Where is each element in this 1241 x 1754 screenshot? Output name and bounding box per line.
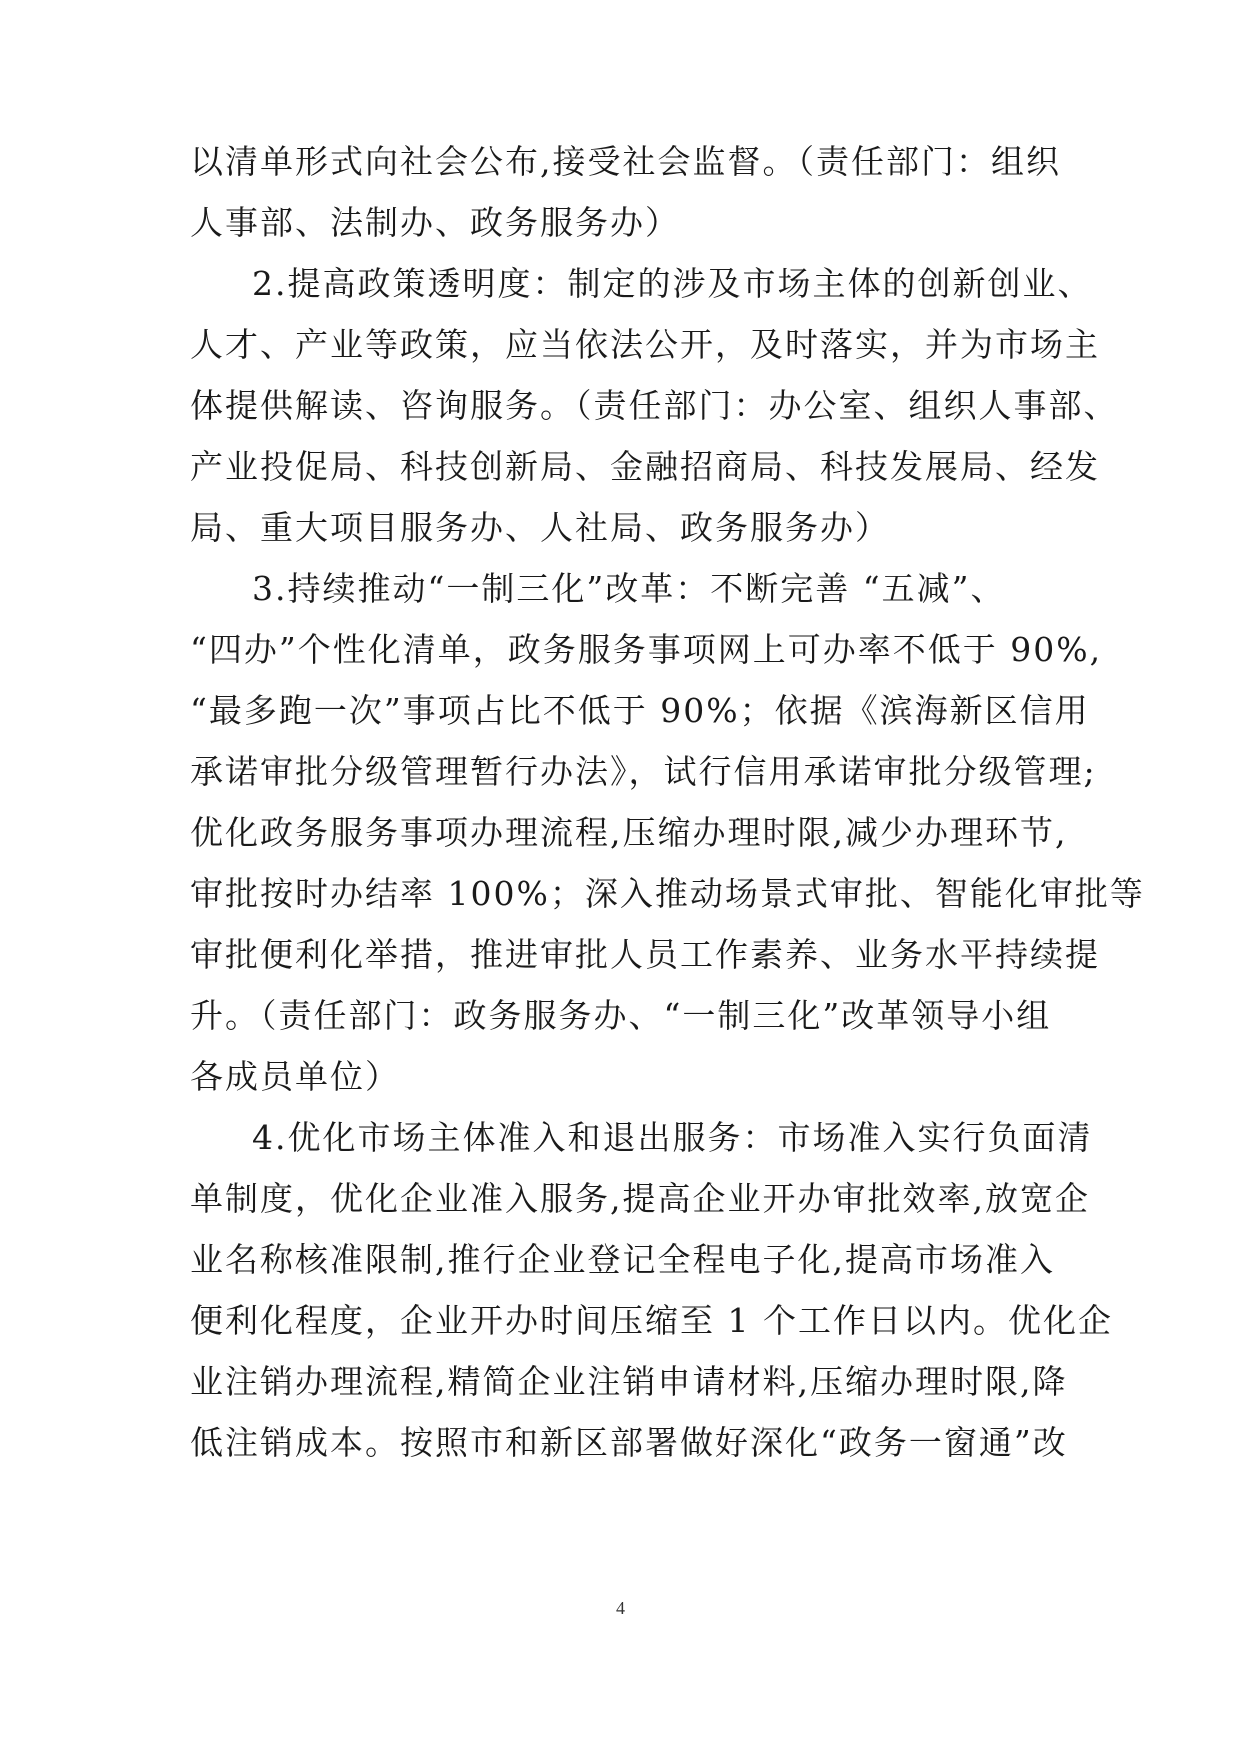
- text-line: 低注销成本。按照市和新区部署做好深化“政务一窗通”改: [190, 1423, 1068, 1462]
- paragraph-2-start: 2.提高政策透明度：制定的涉及市场主体的创新创业、: [252, 264, 1093, 303]
- paragraph-4-start: 4.优化市场主体准入和退出服务：市场准入实行负面清: [252, 1118, 1093, 1157]
- text-line: 人事部、法制办、政务服务办）: [190, 203, 680, 242]
- text-line: “四办”个性化清单，政务服务事项网上可办率不低于 90%,: [190, 630, 1103, 669]
- text-line: 业名称核准限制,推行企业登记全程电子化,提高市场准入: [190, 1240, 1055, 1279]
- page-number: 4: [616, 1598, 625, 1618]
- text-line: 以清单形式向社会公布,接受社会监督。（责任部门：组织: [190, 142, 1061, 181]
- text-line: 局、重大项目服务办、人社局、政务服务办）: [190, 508, 890, 547]
- text-line: 审批按时办结率 100%；深入推动场景式审批、智能化审批等: [190, 874, 1145, 913]
- text-line: 升。（责任部门：政务服务办、“一制三化”改革领导小组: [190, 996, 1052, 1035]
- text-line: 承诺审批分级管理暂行办法》，试行信用承诺审批分级管理;: [190, 752, 1097, 791]
- text-line: 人才、产业等政策，应当依法公开，及时落实，并为市场主: [190, 325, 1100, 364]
- text-line: 产业投促局、科技创新局、金融招商局、科技发展局、经发: [190, 447, 1100, 486]
- text-line: 业注销办理流程,精简企业注销申请材料,压缩办理时限,降: [190, 1362, 1068, 1401]
- paragraph-3-start: 3.持续推动“一制三化”改革：不断完善 “五减”、: [252, 569, 1006, 608]
- text-line: “最多跑一次”事项占比不低于 90%；依据《滨海新区信用: [190, 691, 1090, 730]
- text-line: 优化政务服务事项办理流程,压缩办理时限,减少办理环节,: [190, 813, 1068, 852]
- text-line: 单制度，优化企业准入服务,提高企业开办审批效率,放宽企: [190, 1179, 1090, 1218]
- text-line: 审批便利化举措，推进审批人员工作素养、业务水平持续提: [190, 935, 1100, 974]
- text-line: 便利化程度，企业开办时间压缩至 1 个工作日以内。优化企: [190, 1301, 1113, 1340]
- text-line: 体提供解读、咨询服务。（责任部门：办公室、组织人事部、: [190, 386, 1119, 425]
- text-line: 各成员单位）: [190, 1057, 400, 1096]
